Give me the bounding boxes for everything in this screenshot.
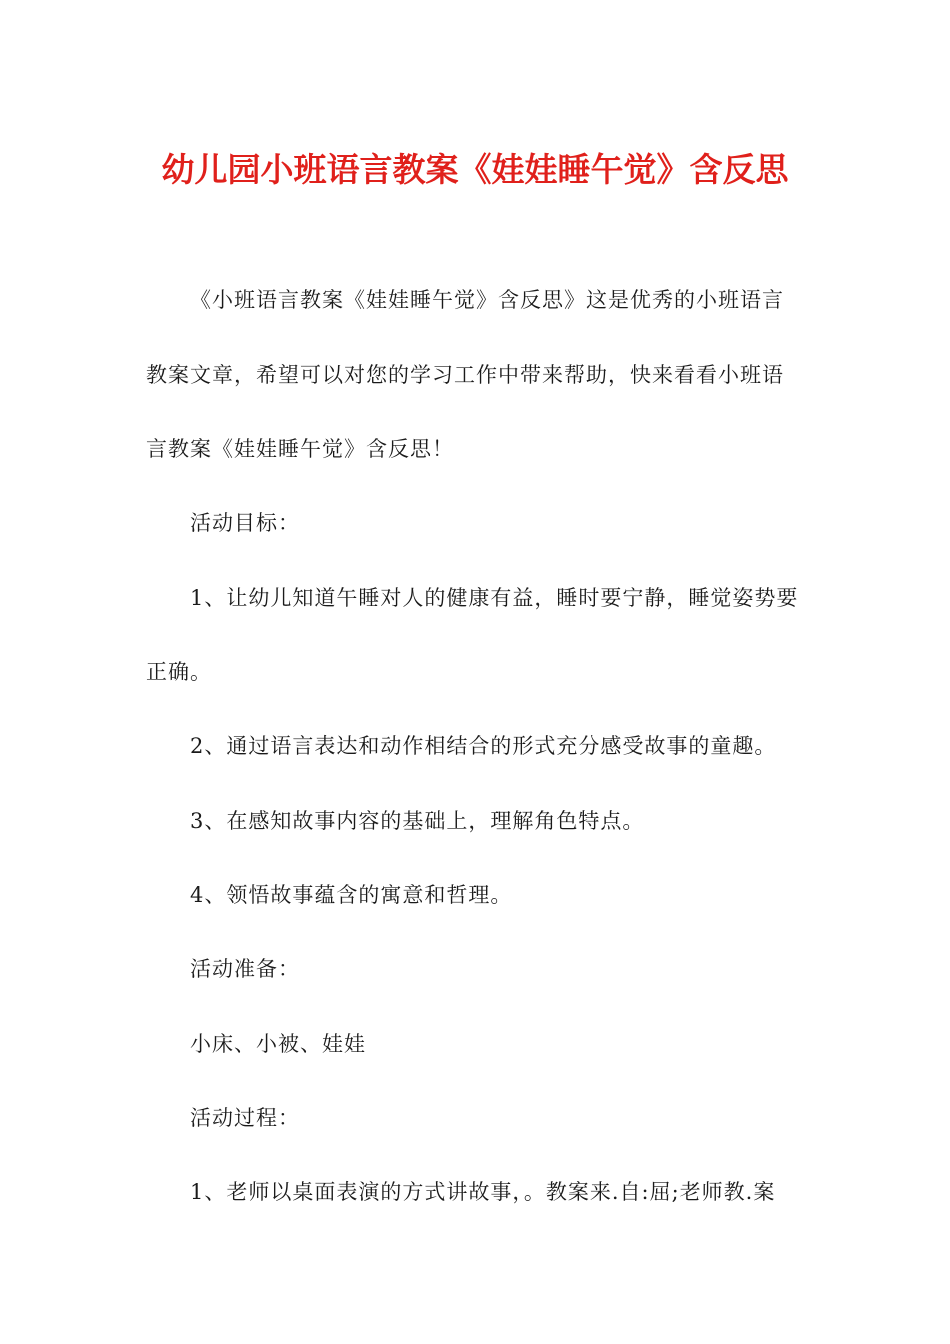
list-item: 1、老师以桌面表演的方式讲故事，。教案来.自:屈;老师教.案: [190, 1180, 776, 1204]
paragraph-line: 小床、小被、娃娃: [190, 1032, 366, 1056]
paragraph-line: 《小班语言教案《娃娃睡午觉》含反思》这是优秀的小班语言: [190, 288, 784, 312]
paragraph-line: 教案文章，希望可以对您的学习工作中带来帮助，快来看看小班语: [146, 363, 784, 387]
section-heading: 活动目标：: [190, 511, 300, 535]
section-heading: 活动准备：: [190, 957, 300, 981]
paragraph-line: 言教案《娃娃睡午觉》含反思！: [146, 437, 454, 461]
list-item: 4、领悟故事蕴含的寓意和哲理。: [190, 883, 513, 907]
section-heading: 活动过程：: [190, 1106, 300, 1130]
list-item: 2、通过语言表达和动作相结合的形式充分感受故事的童趣。: [190, 734, 777, 758]
list-item: 1、让幼儿知道午睡对人的健康有益，睡时要宁静，睡觉姿势要: [190, 586, 799, 610]
list-item-continuation: 正确。: [146, 660, 212, 684]
list-item: 3、在感知故事内容的基础上，理解角色特点。: [190, 809, 645, 833]
document-title: 幼儿园小班语言教案《娃娃睡午觉》含反思: [161, 150, 789, 189]
